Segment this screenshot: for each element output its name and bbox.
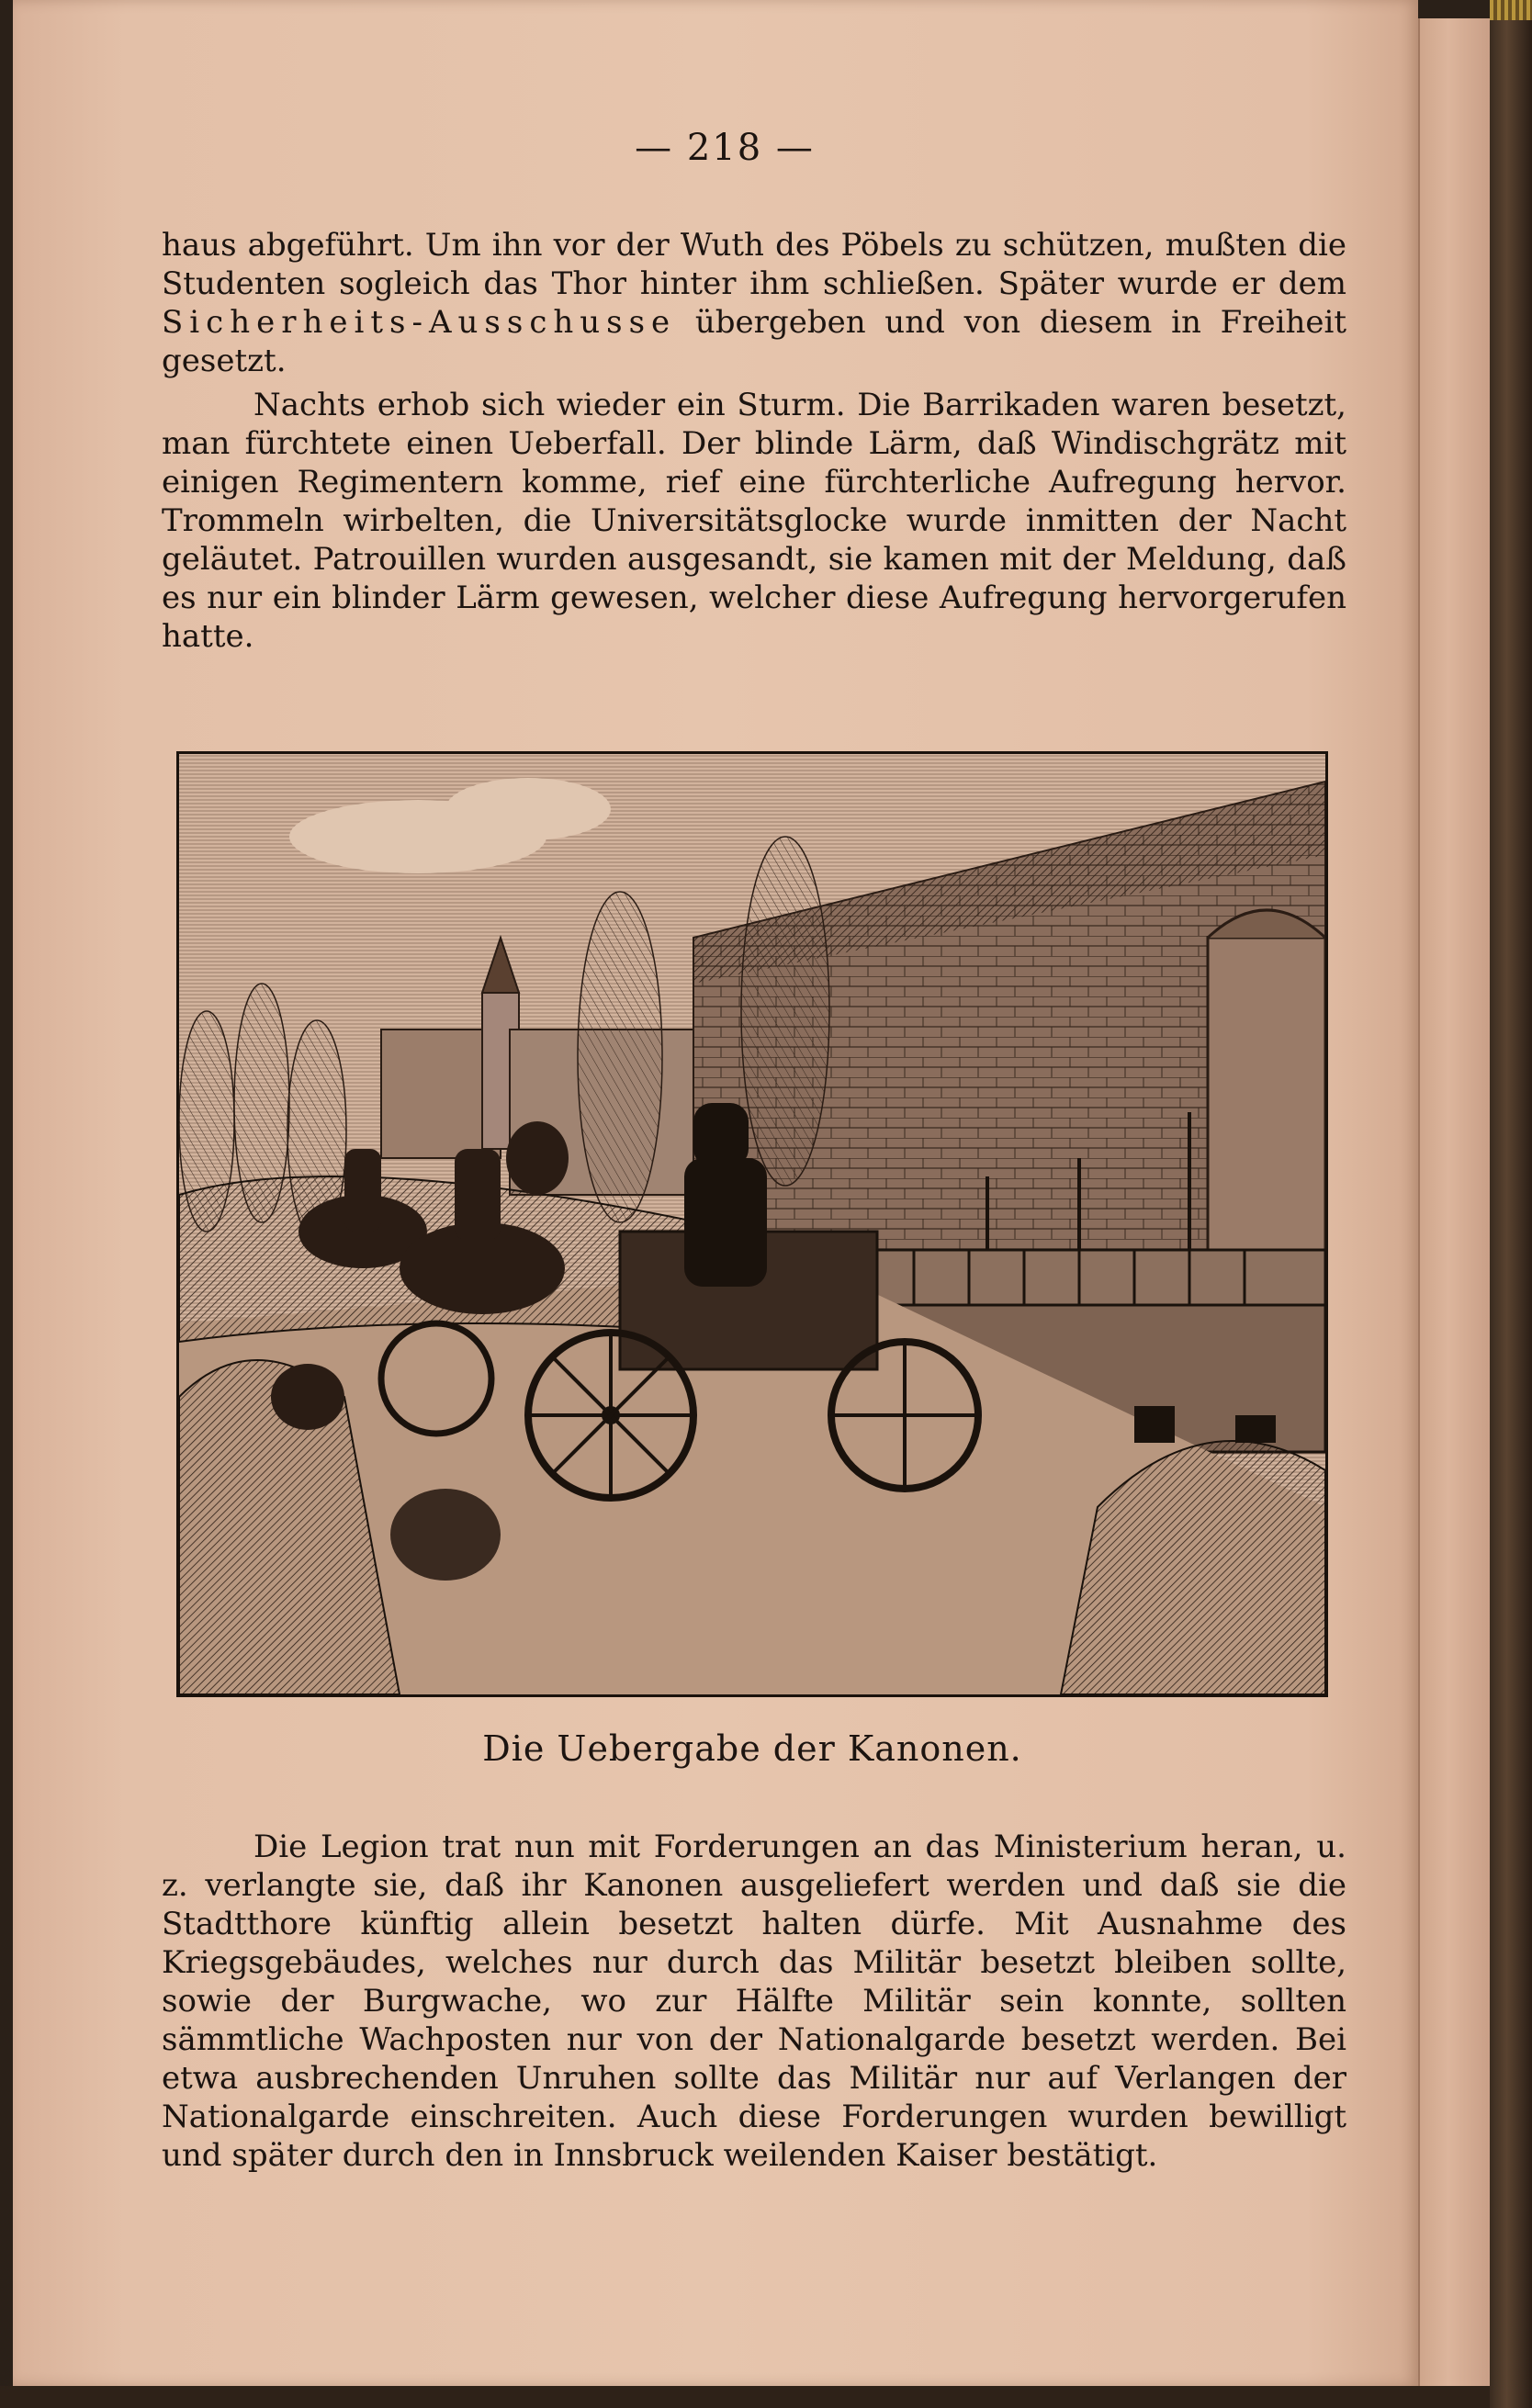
- bonnet-woman: [271, 1364, 344, 1430]
- paragraph-1-text: haus abgeführt. Um ihn vor der Wuth des Pöbels zu schützen, mußten die Studenten sogleich das Thor hinter ihm schließen. Später wurde er dem: [162, 227, 1346, 302]
- illustration-caption: Die Uebergabe der Kanonen.: [482, 1728, 1022, 1769]
- page-number: — 218 —: [635, 127, 815, 169]
- bridge-railing: [822, 1250, 1325, 1305]
- paragraph-3: Die Legion trat nun mit Forderungen an das Ministerium heran, u. z. verlangte sie, daß ihr Kanonen ausgeliefert werden und daß sie die Stadtthore künftig allein besetzt halten dürfe. Mit Ausnahme des Kriegsgebäudes, welches nur durch das Militär besetzt bleiben sollte, sowie der Burgwache, wo zur Hälfte Militär sein konnte, sollten sämmtliche Wachposten nur von der Nationalgarde besetzt werden. Bei etwa ausbrechenden Unruhen sollte das Militär nur auf Verlangen der Nationalgarde einschreiten. Auch diese Forderungen wurden bewilligt und später durch den in Innsbruck weilenden Kaiser bestätigt.: [162, 1829, 1346, 2174]
- paragraph-1-tail: übergeben und von diesem in Freiheit gesetzt.: [162, 304, 1346, 379]
- engraving-illustration: [176, 751, 1328, 1697]
- book-cover-edge: [1490, 0, 1532, 2408]
- paragraph-1-spaced-term: Sicherheits-Ausschusse: [162, 304, 677, 341]
- hooded-figure: [390, 1489, 501, 1581]
- book-page: [13, 0, 1418, 2386]
- officer-hat: [1134, 1406, 1175, 1443]
- next-page-edge: [1418, 18, 1492, 2397]
- officer-cap: [1235, 1415, 1276, 1443]
- paragraph-1: [162, 226, 1346, 380]
- scan-bottom-band: [0, 2386, 1490, 2408]
- engraving-drawing: [179, 754, 1325, 1694]
- paragraph-2: Nachts erhob sich wieder ein Sturm. Die Barrikaden waren besetzt, man fürchtete einen Ueberfall. Der blinde Lärm, daß Windischgrätz mit einigen Regimentern komme, rief eine fürchterliche Aufregung hervor. Trommeln wirbelten, die Universitätsglocke wurde inmitten der Nacht geläutet. Patrouillen wurden ausgesandt, sie kamen mit der Meldung, daß es nur ein blinder Lärm gewesen, welcher diese Aufregung hervorgerufen hatte.: [162, 387, 1346, 655]
- cloud: [445, 778, 611, 840]
